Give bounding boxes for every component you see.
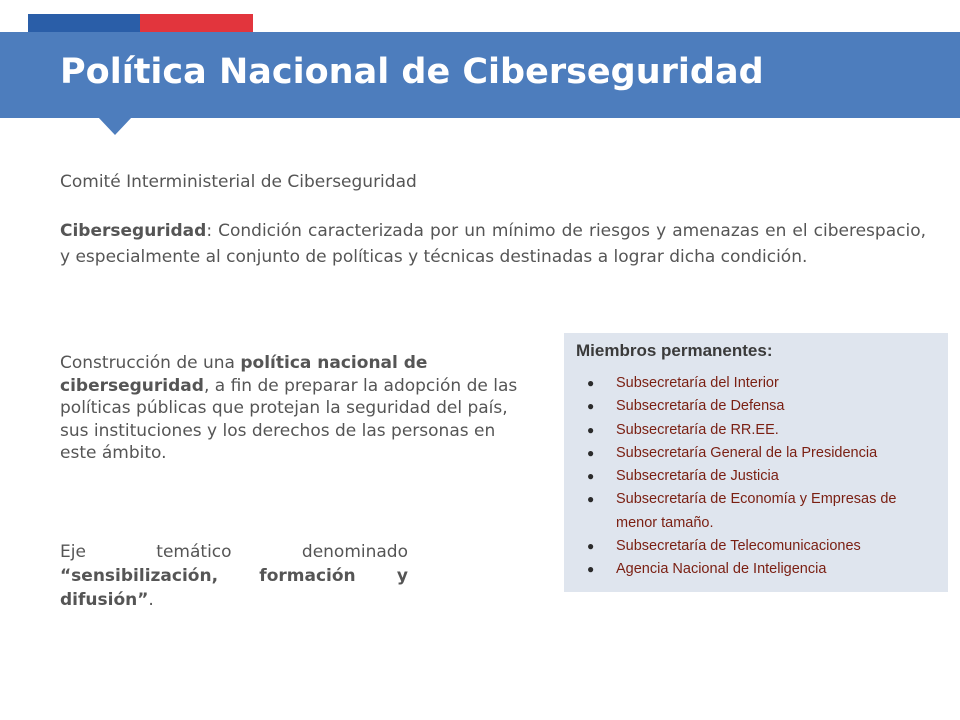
member-label: Subsecretaría del Interior [616,375,779,391]
bullet-icon: ● [587,492,595,507]
axis-paragraph [60,540,408,612]
construction-rest: , a fin de preparar la adopción de las políticas públicas que protejan la seguridad del país, sus instituciones y los derechos de las personas en este ámbito. [60,375,518,463]
member-label: Subsecretaría de Defensa [616,398,785,415]
list-item [576,372,938,395]
construction-bold: política nacional de ciberseguridad [60,353,428,396]
member-label: Subsecretaría de Economía y Empresas de menor tamaño. [616,491,897,531]
slide-title: Política Nacional de Ciberseguridad [60,52,764,92]
axis-intro: Eje temático denominado [60,542,408,562]
member-label: Subsecretaría de Telecomunicaciones [616,538,861,555]
construction-intro: Construcción de una [60,353,241,373]
bullet-icon: ● [587,422,595,437]
axis-end: . [148,590,154,610]
members-heading: Miembros permanentes: [576,341,773,360]
bullet-icon: ● [587,376,595,390]
member-label: Subsecretaría de RR.EE. [616,421,779,438]
bullet-icon: ● [587,562,595,577]
construction-paragraph [60,352,518,465]
list-item [576,488,938,535]
definition-text: : Condición caracterizada por un mínimo de riesgos y amenazas en el ciberespacio, y especialmente al conjunto de políticas y técnicas destinadas a lograr dicha condición. [60,221,926,267]
member-label: Subsecretaría General de la Presidencia [616,444,878,461]
flag-stripe-red [140,14,253,34]
bullet-icon: ● [587,539,595,554]
list-item [576,442,938,465]
definition-paragraph [60,218,926,270]
members-list [576,372,938,582]
list-item [576,535,938,558]
list-item [576,558,938,581]
members-box [564,333,948,592]
definition-term: Ciberseguridad [60,221,207,241]
member-label: Agencia Nacional de Inteligencia [616,561,827,578]
flag-stripe-blue [28,14,140,34]
committee-name: Comité Interministerial de Ciberseguridad [60,172,417,192]
bullet-icon: ● [587,469,595,484]
list-item [576,465,938,488]
bullet-icon: ● [587,445,595,460]
axis-bold: “sensibilización, formación y difusión” [60,566,408,610]
list-item [576,395,938,418]
member-label: Subsecretaría de Justicia [616,468,779,485]
list-item [576,419,938,442]
banner-pointer [98,117,132,135]
bullet-icon: ● [587,399,595,414]
